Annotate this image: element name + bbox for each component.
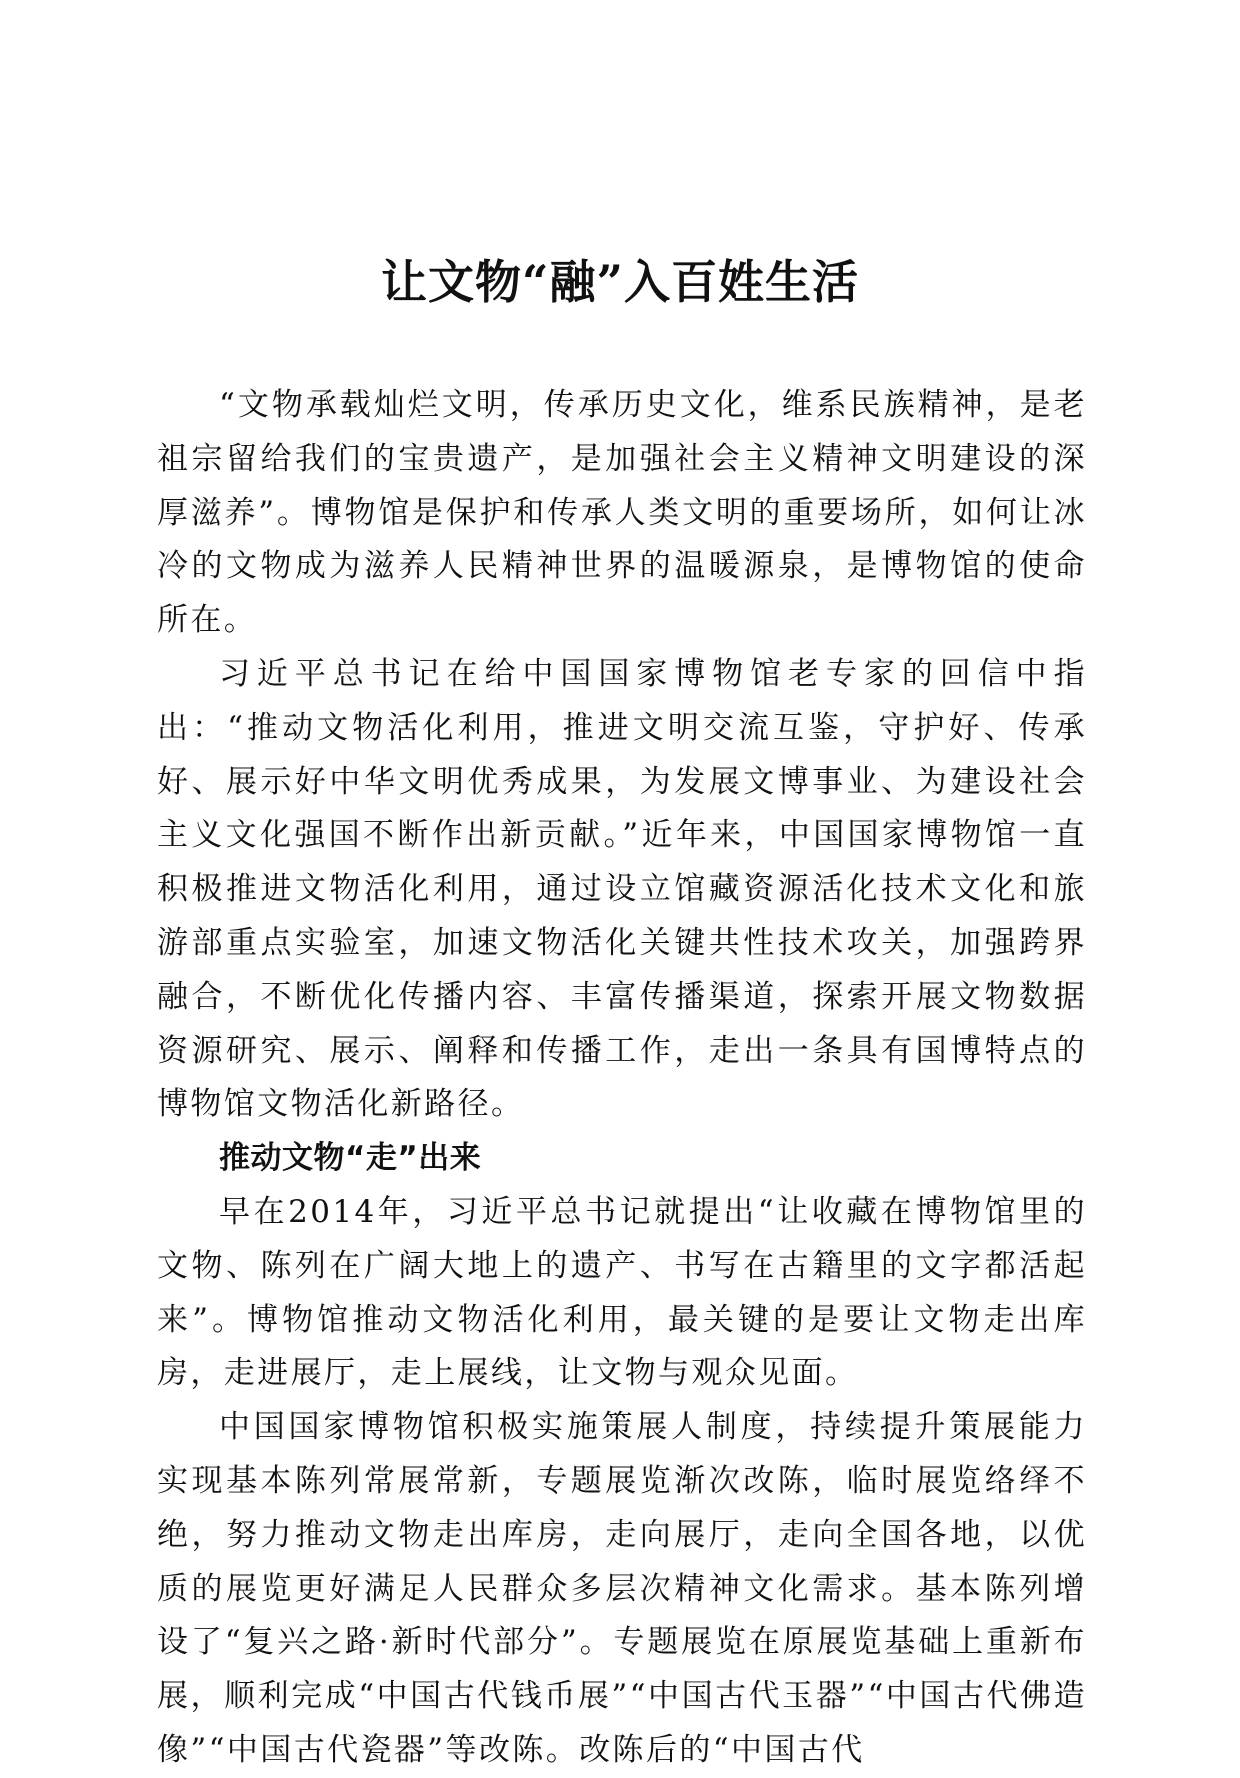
article-body [157,379,1087,1778]
document-title: 让文物“融”入百姓生活 [381,255,859,309]
paragraph-intro: “文物承载灿烂文明，传承历史文化，维系民族精神，是老祖宗留给我们的宝贵遗产，是加强社会主义精神文明建设的深厚滋养”。博物馆是保护和传承人类文明的重要场所，如何让冰冷的文物成为滋养人民精神世界的温暖源泉，是博物馆的使命所在。 [157,387,1087,639]
paragraph-letter-quote: 习近平总书记在给中国国家博物馆老专家的回信中指出：“推动文物活化利用，推进文明交流互鉴，守护好、传承好、展示好中华文明优秀成果，为发展文博事业、为建设社会主义文化强国不断作出新贡献。”近年来，中国国家博物馆一直积极推进文物活化利用，通过设立馆藏资源活化技术文化和旅游部重点实验室，加速文物活化关键共性技术攻关，加强跨界融合，不断优化传播内容、丰富传播渠道，探索开展文物数据资源研究、展示、阐释和传播工作，走出一条具有国博特点的博物馆文物活化新路径。 [157,655,1087,1123]
section-heading: 推动文物“走”出来 [219,1140,482,1177]
paragraph-2014: 早在2014年，习近平总书记就提出“让收藏在博物馆里的文物、陈列在广阔大地上的遗产、书写在古籍里的文字都活起来”。博物馆推动文物活化利用，最关键的是要让文物走出库房，走进展厅，走上展线，让文物与观众见面。 [157,1193,1087,1392]
paragraph-curator-system: 中国国家博物馆积极实施策展人制度，持续提升策展能力实现基本陈列常展常新，专题展览渐次改陈，临时展览络绎不绝，努力推动文物走出库房，走向展厅，走向全国各地，以优质的展览更好满足人民群众多层次精神文化需求。基本陈列增设了“复兴之路·新时代部分”。专题展览在原展览基础上重新布展，顺利完成“中国古代钱币展”“中国古代玉器”“中国古代佛造像”“中国古代瓷器”等改陈。改陈后的“中国古代 [157,1409,1087,1768]
